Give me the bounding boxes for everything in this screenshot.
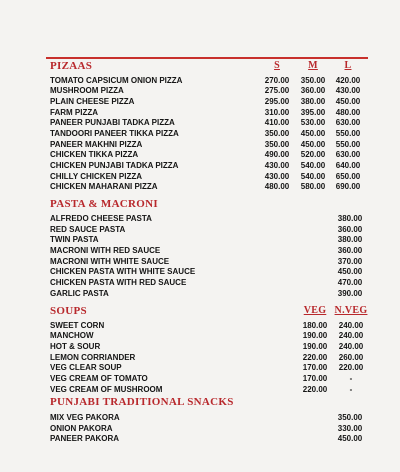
snacks-header bbox=[0, 396, 400, 410]
item-price: 360.00 bbox=[337, 224, 363, 234]
item-price: 360.00 bbox=[337, 246, 363, 256]
item-name: MACRONI WITH RED SAUCE bbox=[50, 246, 161, 256]
item-name: MIX VEG PAKORA bbox=[50, 413, 120, 422]
menu-item bbox=[0, 424, 400, 435]
menu-item bbox=[0, 150, 400, 161]
price-small: 480.00 bbox=[264, 182, 290, 192]
menu-item bbox=[0, 86, 400, 97]
price-veg: 190.00 bbox=[302, 341, 328, 351]
price-large: 430.00 bbox=[335, 86, 361, 96]
pasta-header bbox=[0, 198, 400, 212]
price-medium: 380.00 bbox=[300, 96, 326, 106]
price-veg: 190.00 bbox=[302, 331, 328, 341]
menu-item bbox=[0, 118, 400, 129]
price-nonveg: - bbox=[349, 373, 353, 383]
price-medium: 350.00 bbox=[300, 75, 326, 85]
item-name: LEMON CORRIANDER bbox=[50, 352, 136, 362]
menu-item bbox=[0, 161, 400, 172]
item-name: MACRONI WITH WHITE SAUCE bbox=[50, 256, 170, 266]
snacks-title: PUNJABI TRADITIONAL SNACKS bbox=[50, 396, 234, 408]
price-large: 640.00 bbox=[335, 161, 361, 170]
price-small: 350.00 bbox=[264, 128, 290, 138]
price-nonveg: 240.00 bbox=[338, 341, 364, 351]
price-nonveg: 240.00 bbox=[338, 331, 364, 341]
item-name: MUSHROOM PIZZA bbox=[50, 86, 124, 96]
menu-item bbox=[0, 278, 400, 289]
price-small: 270.00 bbox=[264, 75, 290, 85]
menu-item bbox=[0, 257, 400, 268]
item-name: FARM PIZZA bbox=[50, 107, 98, 117]
price-large: 550.00 bbox=[335, 139, 361, 149]
price-veg: 170.00 bbox=[302, 363, 328, 373]
price-medium: 450.00 bbox=[300, 128, 326, 138]
price-small: 410.00 bbox=[264, 118, 290, 128]
top-divider bbox=[46, 57, 368, 59]
item-name: CHICKEN TIKKA PIZZA bbox=[50, 150, 139, 160]
item-price: 450.00 bbox=[337, 267, 363, 277]
price-nonveg: - bbox=[349, 384, 353, 394]
menu-item bbox=[0, 385, 400, 396]
soups-header bbox=[0, 305, 400, 319]
size-medium-label: M bbox=[308, 60, 318, 71]
price-medium: 450.00 bbox=[300, 139, 326, 149]
item-name: CHICKEN MAHARANI PIZZA bbox=[50, 182, 158, 192]
menu-item bbox=[0, 235, 400, 246]
nonveg-column-label: N.VEG bbox=[334, 305, 368, 316]
item-price: 330.00 bbox=[337, 423, 363, 433]
item-name: PANEER MAKHNI PIZZA bbox=[50, 139, 143, 149]
menu-item bbox=[0, 225, 400, 236]
item-price: 380.00 bbox=[337, 235, 363, 245]
item-name: MANCHOW bbox=[50, 331, 94, 341]
price-veg: 220.00 bbox=[302, 384, 328, 394]
pizzas-section bbox=[0, 60, 400, 193]
item-price: 350.00 bbox=[337, 413, 363, 422]
menu-item bbox=[0, 363, 400, 374]
size-large-label: L bbox=[344, 60, 352, 71]
price-large: 650.00 bbox=[335, 171, 361, 181]
soups-title: SOUPS bbox=[50, 305, 87, 317]
menu-item bbox=[0, 434, 400, 445]
item-name: CHILLY CHICKEN PIZZA bbox=[50, 171, 143, 181]
item-name: RED SAUCE PASTA bbox=[50, 224, 126, 234]
price-medium: 540.00 bbox=[300, 171, 326, 181]
menu-item bbox=[0, 413, 400, 424]
price-large: 630.00 bbox=[335, 150, 361, 160]
menu-item bbox=[0, 321, 400, 332]
menu-item bbox=[0, 129, 400, 140]
item-name: CHICKEN PASTA WITH WHITE SAUCE bbox=[50, 267, 196, 277]
pasta-section bbox=[0, 198, 400, 300]
price-nonveg: 260.00 bbox=[338, 352, 364, 362]
price-large: 420.00 bbox=[335, 75, 361, 85]
item-price: 450.00 bbox=[337, 434, 363, 444]
item-name: TWIN PASTA bbox=[50, 235, 99, 245]
price-medium: 540.00 bbox=[300, 161, 326, 170]
price-large: 550.00 bbox=[335, 128, 361, 138]
price-small: 490.00 bbox=[264, 150, 290, 160]
menu-item bbox=[0, 353, 400, 364]
price-medium: 580.00 bbox=[300, 182, 326, 192]
item-name: PANEER PAKORA bbox=[50, 434, 120, 444]
pizzas-header bbox=[0, 60, 400, 74]
item-price: 370.00 bbox=[337, 256, 363, 266]
price-veg: 180.00 bbox=[302, 320, 328, 330]
item-name: TANDOORI PANEER TIKKA PIZZA bbox=[50, 128, 179, 138]
item-price: 380.00 bbox=[337, 214, 363, 223]
menu-item bbox=[0, 214, 400, 225]
menu-item bbox=[0, 172, 400, 183]
menu-item bbox=[0, 342, 400, 353]
price-large: 690.00 bbox=[335, 182, 361, 192]
item-name: HOT & SOUR bbox=[50, 341, 101, 351]
menu-item bbox=[0, 182, 400, 193]
pasta-title: PASTA & MACRONI bbox=[50, 198, 158, 210]
price-small: 430.00 bbox=[264, 171, 290, 181]
price-medium: 360.00 bbox=[300, 86, 326, 96]
item-price: 390.00 bbox=[337, 288, 363, 298]
price-large: 480.00 bbox=[335, 107, 361, 117]
item-name: ALFREDO CHEESE PASTA bbox=[50, 214, 152, 223]
item-name: CHICKEN PASTA WITH RED SAUCE bbox=[50, 278, 187, 288]
item-price: 470.00 bbox=[337, 278, 363, 288]
item-name: SWEET CORN bbox=[50, 320, 105, 330]
price-medium: 520.00 bbox=[300, 150, 326, 160]
price-medium: 530.00 bbox=[300, 118, 326, 128]
menu-item bbox=[0, 374, 400, 385]
item-name: TOMATO CAPSICUM ONION PIZZA bbox=[50, 75, 183, 85]
price-medium: 395.00 bbox=[300, 107, 326, 117]
price-large: 450.00 bbox=[335, 96, 361, 106]
item-name: CHICKEN PUNJABI TADKA PIZZA bbox=[50, 161, 179, 170]
item-name: PLAIN CHEESE PIZZA bbox=[50, 96, 135, 106]
price-small: 275.00 bbox=[264, 86, 290, 96]
item-name: GARLIC PASTA bbox=[50, 288, 109, 298]
menu-item bbox=[0, 76, 400, 87]
pizzas-title: PIZAAS bbox=[50, 60, 93, 72]
size-small-label: S bbox=[274, 60, 280, 71]
item-name: VEG CLEAR SOUP bbox=[50, 363, 122, 373]
menu-item bbox=[0, 108, 400, 119]
price-nonveg: 220.00 bbox=[338, 363, 364, 373]
price-small: 295.00 bbox=[264, 96, 290, 106]
price-veg: 170.00 bbox=[302, 373, 328, 383]
soups-section bbox=[0, 305, 400, 395]
price-large: 630.00 bbox=[335, 118, 361, 128]
price-small: 310.00 bbox=[264, 107, 290, 117]
item-name: VEG CREAM OF TOMATO bbox=[50, 373, 148, 383]
menu-item bbox=[0, 97, 400, 108]
menu-item bbox=[0, 267, 400, 278]
item-name: ONION PAKORA bbox=[50, 423, 113, 433]
price-small: 350.00 bbox=[264, 139, 290, 149]
menu-item bbox=[0, 331, 400, 342]
snacks-section bbox=[0, 396, 400, 445]
item-name: VEG CREAM OF MUSHROOM bbox=[50, 384, 163, 394]
veg-column-label: VEG bbox=[303, 305, 327, 316]
price-small: 430.00 bbox=[264, 161, 290, 170]
menu-item bbox=[0, 289, 400, 300]
menu-item bbox=[0, 246, 400, 257]
price-nonveg: 240.00 bbox=[338, 320, 364, 330]
price-veg: 220.00 bbox=[302, 352, 328, 362]
menu-item bbox=[0, 140, 400, 151]
item-name: PANEER PUNJABI TADKA PIZZA bbox=[50, 118, 175, 128]
